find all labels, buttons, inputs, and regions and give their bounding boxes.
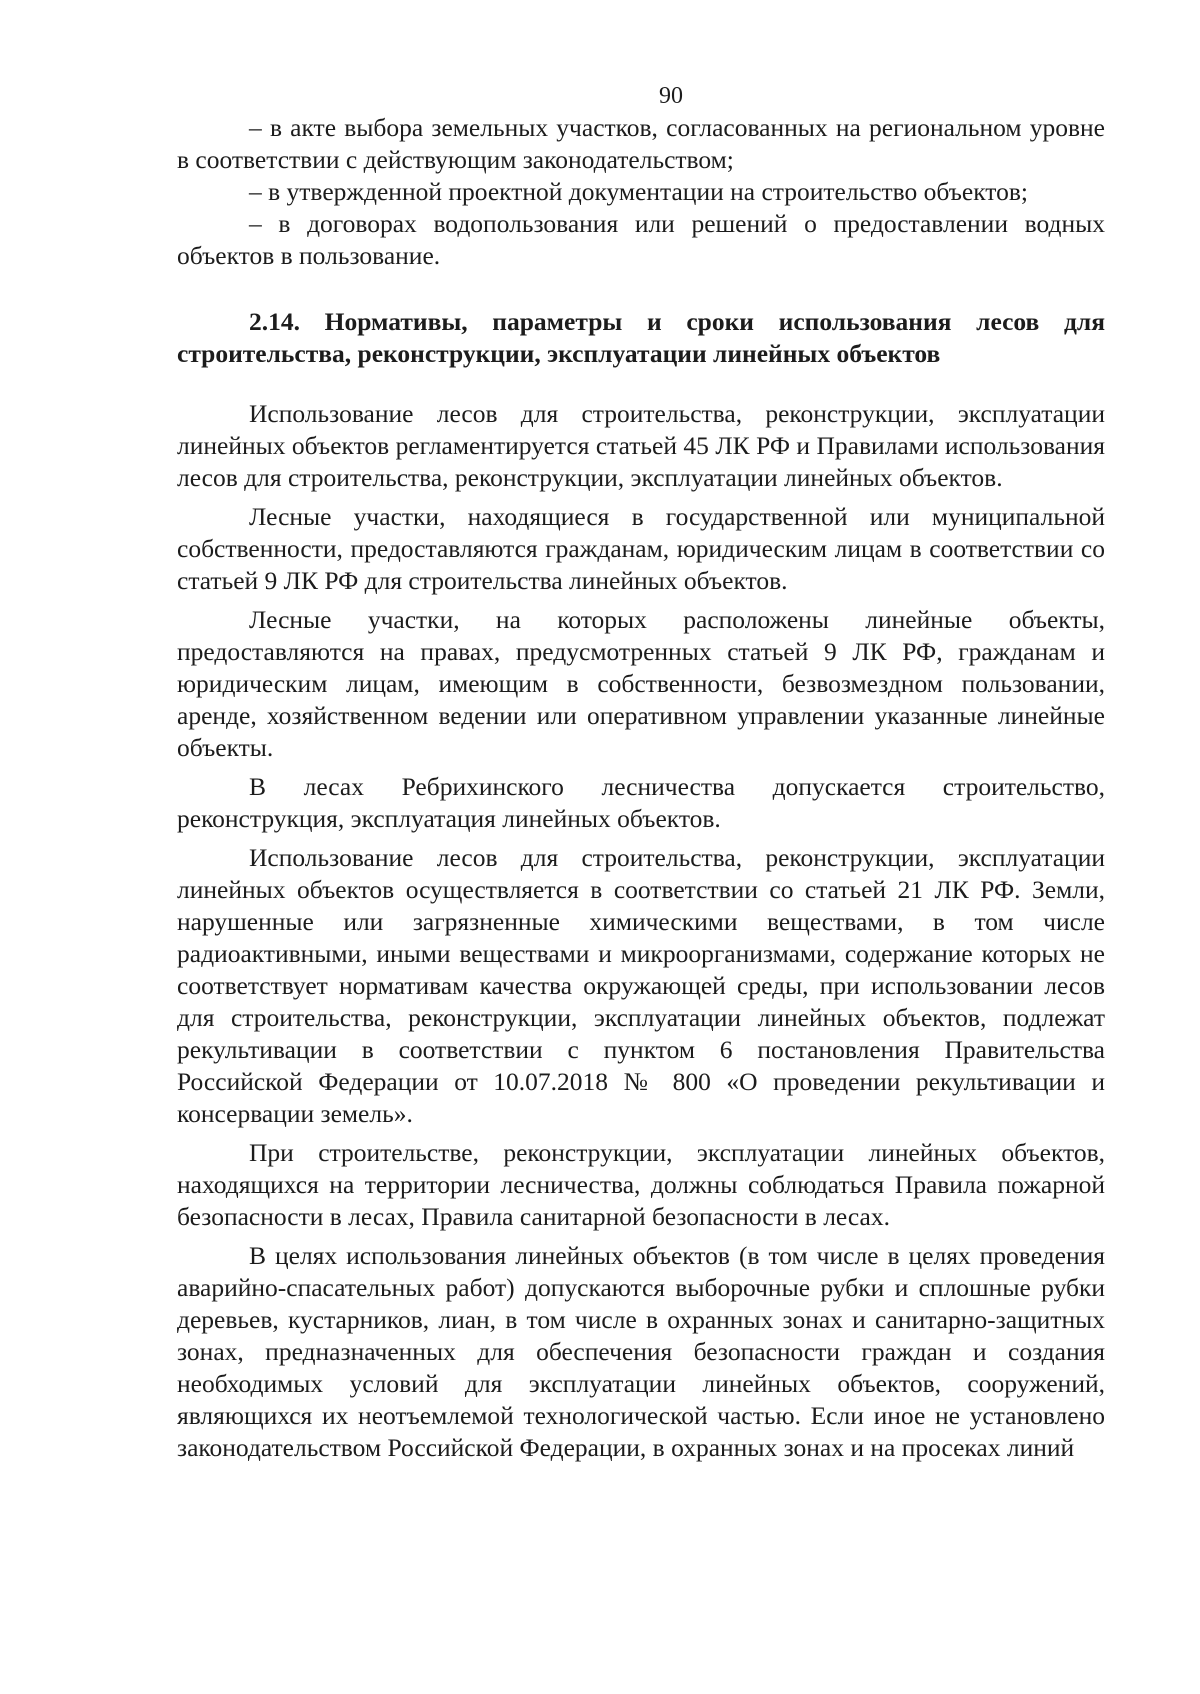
list-item: – в утвержденной проектной документации на строительство объектов;	[249, 177, 1028, 206]
paragraph: В лесах Ребрихинского лесничества допускается строительство, реконструкция, эксплуатация линейных объектов.	[177, 772, 1105, 833]
paragraph: Использование лесов для строительства, реконструкции, эксплуатации линейных объектов регламентируется статьей 45 ЛК РФ и Правилами использования лесов для строительства, реконструкции, эксплуатации линейных объектов.	[177, 399, 1105, 492]
paragraph: Лесные участки, на которых расположены линейные объекты, предоставляются на правах, предусмотренных статьей 9 ЛК РФ, гражданам и юридическим лицам, имеющим в собственности, безвозмездном пользовании, аренде, хозяйственном ведении или оперативном управлении указанные линейные объекты.	[177, 605, 1105, 762]
page-number: 90	[659, 83, 683, 109]
paragraph: При строительстве, реконструкции, эксплуатации линейных объектов, находящихся на территории лесничества, должны соблюдаться Правила пожарной безопасности в лесах, Правила санитарной безопасности в лесах.	[177, 1138, 1105, 1231]
paragraph: Лесные участки, находящиеся в государственной или муниципальной собственности, предоставляются гражданам, юридическим лицам в соответствии со статьей 9 ЛК РФ для строительства линейных объектов.	[177, 502, 1105, 595]
section-heading: 2.14. Нормативы, параметры и сроки использования лесов для строительства, реконструкции, эксплуатации линейных объектов	[177, 307, 1105, 368]
list-item: – в акте выбора земельных участков, согласованных на региональном уровне в соответствии с действующим законодательством;	[177, 113, 1105, 174]
paragraph: Использование лесов для строительства, реконструкции, эксплуатации линейных объектов осуществляется в соответствии со статьей 21 ЛК РФ. Земли, нарушенные или загрязненные химическими веществами, в том числе радиоактивными, иными веществами и микроорганизмами, содержание которых не соответствует нормативам качества окружающей среды, при использовании лесов для строительства, реконструкции, эксплуатации линейных объектов, подлежат рекультивации в соответствии с пунктом 6 постановления Правительства Российской Федерации от 10.07.2018 № 800 «О проведении рекультивации и консервации земель».	[177, 843, 1105, 1128]
paragraph: В целях использования линейных объектов (в том числе в целях проведения аварийно-спасательных работ) допускаются выборочные рубки и сплошные рубки деревьев, кустарников, лиан, в том числе в охранных зонах и санитарно-защитных зонах, предназначенных для обеспечения безопасности граждан и создания необходимых условий для эксплуатации линейных объектов, сооружений, являющихся их неотъемлемой технологической частью. Если иное не установлено законодательством Российской Федерации, в охранных зонах и на просеках линий	[177, 1241, 1105, 1462]
list-item: – в договорах водопользования или решений о предоставлении водных объектов в пользование.	[177, 209, 1105, 270]
